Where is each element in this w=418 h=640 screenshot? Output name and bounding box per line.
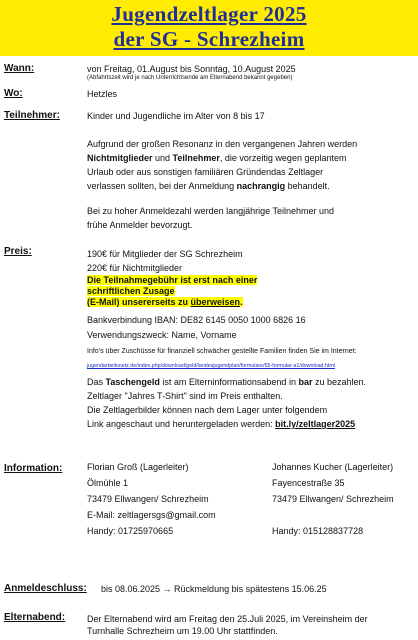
payment-highlight-line-1: Die Teilnahmegebühr ist erst nach einer schriftlichen Zusage <box>87 275 258 296</box>
contact-florian <box>87 459 216 539</box>
title-line-2: der SG - Schrezheim <box>113 27 305 51</box>
preis-mitglieder: 190€ für Mitglieder der SG Schrezheim <box>87 249 243 259</box>
teilnehmer-p1-line-2-rest: , die vorzeitig wegen geplantem <box>219 153 347 163</box>
contact-johannes-name: Johannes Kucher (Lagerleiter) <box>272 462 394 472</box>
anmeldeschluss-text: bis 08.06.2025 → Rückmeldung bis spätestens 15.06.25 <box>101 584 327 594</box>
wann-note: (Abfahrtszeit wird je nach Unterrichtsende am Elternabend bekannt gegeben) <box>87 75 293 81</box>
teilnehmer-p1-line-1: Aufgrund der großen Resonanz in den vergangenen Jahren werden <box>87 139 358 149</box>
contact-johannes-empty <box>272 507 394 523</box>
payment-highlight-line-2 <box>87 297 243 307</box>
payment-highlight <box>87 275 313 308</box>
elternabend-label: Elternabend: <box>4 612 66 623</box>
payment-highlight-period: . <box>240 297 243 307</box>
payment-highlight-line-2-start: (E-Mail) unsererseits zu <box>87 297 191 307</box>
bilder-link-line <box>87 417 413 431</box>
taschengeld-middle: ist am Elterninformationsabend in <box>159 377 299 387</box>
tshirt-line: Zeltlager "Jahres T-Shirt" sind im Preis enthalten. <box>87 391 283 401</box>
anmeldeschluss-label: Anmeldeschluss: <box>4 583 87 594</box>
wann-text: von Freitag, 01.August bis Sonntag, 10.August 2025 <box>87 64 296 74</box>
taschengeld-bold: Taschengeld <box>105 377 160 387</box>
elternabend-line-2: Turnhalle Schrezheim um 19.00 Uhr stattfinden. <box>87 626 278 636</box>
wo-label: Wo: <box>4 88 23 99</box>
bilder-link-prefix: Link angeschaut und heruntergeladen werden: <box>87 419 276 429</box>
taschengeld-suffix: zu bezahlen. <box>312 377 367 387</box>
teilnehmer-p2-line-2: frühe Anmelder bevorzugt. <box>87 220 193 230</box>
teilnehmer-p1-line-4 <box>87 179 413 193</box>
contact-johannes-street: Fayencestraße 35 <box>272 478 345 488</box>
title-banner <box>0 0 418 56</box>
und-text: und <box>152 153 173 163</box>
wann-section <box>87 64 413 82</box>
preis-section <box>87 247 413 431</box>
teilnehmer-intro: Kinder und Jugendliche im Alter von 8 bis 17 <box>87 111 265 121</box>
contact-email[interactable]: E-Mail: zeltlagersgs@gmail.com <box>87 510 216 520</box>
teilnehmer-paragraph-1 <box>87 137 413 193</box>
bilder-line: Die Zeltlagerbilder können nach dem Lager unter folgendem <box>87 405 328 415</box>
preis-label: Preis: <box>4 246 32 257</box>
zuschuss-info: Info’s über Zuschüsse für finanziell schwächer gestellte Familien finden Sie im Internet: <box>87 348 357 355</box>
contact-johannes <box>272 459 394 539</box>
ueberweisen-text: überweisen <box>190 297 241 307</box>
teilnehmer-p1-line-2 <box>87 151 413 165</box>
contact-florian-phone: Handy: 01725970665 <box>87 526 174 536</box>
zuschuss-link[interactable]: jugendarbeitsnetz.de/index.php/download/geld/landesjugendplan/formulare/65-formular-a1/download.html <box>87 363 335 369</box>
teilnehmer-p1-line-4-start: verlassen sollten, bei der Anmeldung <box>87 181 237 191</box>
teilnehmer-p1-line-4-end: behandelt. <box>285 181 330 191</box>
contact-johannes-city: 73479 Ellwangen/ Schrezheim <box>272 494 394 504</box>
bilder-link[interactable]: bit.ly/zeltlager2025 <box>275 419 356 429</box>
contact-florian-street: Ölmühle 1 <box>87 478 129 488</box>
teilnehmer-p1-line-3: Urlaub oder aus sonstigen familiären Gründendas Zeltlager <box>87 167 324 177</box>
information-label: Information: <box>4 463 63 474</box>
teilnehmer-p2-line-1: Bei zu hoher Anmeldezahl werden langjährige Teilnehmer und <box>87 206 334 216</box>
nichtmitglieder-text: Nichtmitglieder <box>87 153 153 163</box>
contact-johannes-phone: Handy: 015128837728 <box>272 526 364 536</box>
taschengeld-prefix: Das <box>87 377 106 387</box>
bar-bold: bar <box>298 377 313 387</box>
title-line-1: Jugendzeltlager 2025 <box>111 2 307 26</box>
contact-florian-city: 73479 Ellwangen/ Schrezheim <box>87 494 209 504</box>
contact-florian-name: Florian Groß (Lagerleiter) <box>87 462 189 472</box>
preis-nichtmitglieder: 220€ für Nichtmitglieder <box>87 263 183 273</box>
teilnehmer-paragraph-2 <box>87 204 413 232</box>
wo-text: Hetzles <box>87 89 118 99</box>
teilnehmer-label: Teilnehmer: <box>4 110 60 121</box>
wann-label: Wann: <box>4 63 35 74</box>
elternabend-section <box>87 613 413 637</box>
elternabend-line-1: Der Elternabend wird am Freitag den 25.Juli 2025, im Vereinsheim der <box>87 614 368 624</box>
nachrangig-text: nachrangig <box>236 181 286 191</box>
verwendungszweck: Verwendungszweck: Name, Vorname <box>87 330 237 340</box>
taschengeld-line <box>87 375 413 389</box>
bank-iban: Bankverbindung IBAN: DE82 6145 0050 1000 6826 16 <box>87 315 306 325</box>
teilnehmer-bold-text: Teilnehmer <box>172 153 220 163</box>
